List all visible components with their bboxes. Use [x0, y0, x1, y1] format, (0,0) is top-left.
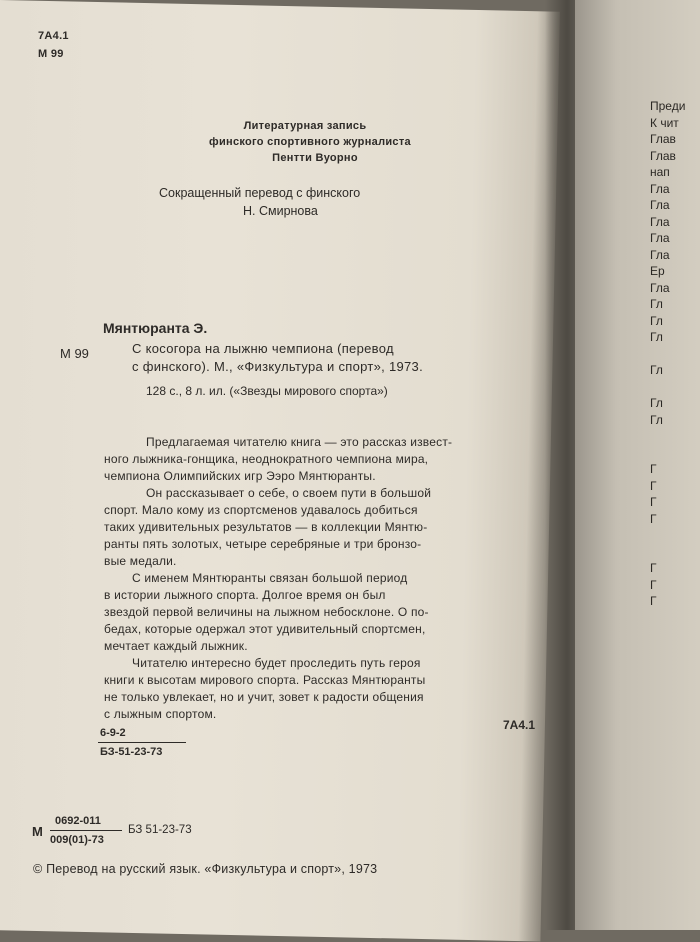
annotation-line: чемпиона Олимпийских игр Ээро Мянтюранты.	[104, 469, 376, 483]
book-pages: 128 с., 8 л. ил. («Звезды мирового спорта»)	[146, 384, 388, 398]
right-page-fragment: Г	[650, 511, 657, 526]
annotation-line: бедах, которые одержал этот удивительный спортсмен,	[104, 622, 426, 636]
right-page-fragment: Г	[650, 577, 657, 592]
catalog-code: М 99	[60, 346, 89, 361]
right-page-fragment: Г	[650, 495, 657, 509]
right-page-fragment: К чит	[650, 115, 679, 130]
right-page-fragment	[650, 527, 685, 544]
right-page-fragment: нап	[650, 165, 670, 179]
annotation-line: Предлагаемая читателю книга — это рассказ извест-	[146, 435, 453, 449]
order-code-rule	[98, 742, 186, 743]
right-page-fragment: Гл	[650, 313, 663, 328]
literary-note-line3: Пентти Вуорно	[272, 152, 358, 164]
right-page-fragment	[650, 346, 685, 363]
right-page-fragment: Гл	[650, 396, 663, 410]
right-page-fragment: Глав	[650, 148, 676, 163]
author-name: Мянтюранта Э.	[103, 320, 208, 336]
right-page-fragment: Ер	[650, 264, 665, 278]
right-page-fragment: Гла	[650, 214, 670, 229]
book-title-line2: с финского). М., «Физкультура и спорт», 1973.	[132, 359, 423, 374]
right-page-fragment: Гла	[650, 198, 670, 212]
fraction-suffix: БЗ 51-23-73	[128, 824, 192, 836]
literary-note-line2: финского спортивного журналиста	[209, 136, 411, 148]
annotation-line: таких удивительных результатов — в коллекции Мянтю-	[104, 520, 428, 534]
right-page-fragment: Гла	[650, 181, 670, 196]
right-page-contents	[650, 98, 685, 610]
fraction-rule	[50, 830, 122, 831]
index-code: 7А4.1	[503, 718, 536, 732]
right-page-fragment	[650, 428, 685, 445]
order-code-top: 6-9-2	[100, 727, 126, 739]
annotation-line: Читателю интересно будет проследить путь героя	[132, 656, 421, 670]
corner-code-2: М 99	[38, 48, 64, 60]
annotation-line: мечтает каждый лыжник.	[104, 639, 248, 653]
fraction-numerator: 0692-011	[55, 815, 101, 827]
right-page-fragment: Гл	[650, 330, 663, 344]
annotation-line: в истории лыжного спорта. Долгое время он был	[104, 588, 386, 602]
right-page-fragment: Гла	[650, 280, 670, 295]
right-page-fragment: Гл	[650, 363, 663, 377]
right-page-fragment: Г	[650, 561, 657, 575]
annotation-line: спорт. Мало кому из спортсменов удавалось добиться	[104, 503, 418, 517]
right-page-fragment: Гл	[650, 297, 663, 311]
copyright-line: © Перевод на русский язык. «Физкультура и спорт», 1973	[33, 862, 378, 876]
translation-note-line2: Н. Смирнова	[243, 204, 318, 218]
annotation-line: книги к высотам мирового спорта. Рассказ Мянтюранты	[104, 673, 426, 687]
right-page-fragment: Г	[650, 478, 657, 493]
order-code-bottom: БЗ-51-23-73	[100, 746, 163, 758]
book-title-line1: С косогора на лыжню чемпиона (перевод	[132, 341, 394, 356]
right-page-fragment: Гл	[650, 412, 663, 427]
right-page-fragment: Преди	[650, 99, 686, 113]
literary-note-line1: Литературная запись	[243, 120, 367, 132]
fraction-prefix: М	[32, 824, 43, 839]
right-page-fragment: Глав	[650, 132, 676, 146]
right-page-fragment: Гла	[650, 231, 670, 245]
annotation-line: ранты пять золотых, четыре серебряные и три бронзо-	[104, 537, 422, 551]
right-page-fragment	[650, 379, 685, 396]
annotation-line: Он рассказывает о себе, о своем пути в большой	[146, 486, 432, 500]
annotation-line: не только увлекает, но и учит, зовет к радости общения	[104, 690, 424, 704]
annotation-line: ного лыжника-гонщика, неоднократного чемпиона мира,	[104, 452, 429, 466]
right-page-fragment: Г	[650, 462, 657, 476]
right-page-fragment: Г	[650, 594, 657, 608]
right-page-fragment: Гла	[650, 247, 670, 262]
annotation-line: вые медали.	[104, 554, 177, 568]
fraction-denominator: 009(01)-73	[50, 834, 104, 846]
right-page-fragment	[650, 544, 685, 561]
right-page-fragment	[650, 445, 685, 462]
annotation-line: с лыжным спортом.	[104, 707, 217, 721]
corner-code-1: 7А4.1	[38, 30, 69, 42]
translation-note-line1: Сокращенный перевод с финского	[159, 186, 361, 200]
annotation-line: звездой первой величины на лыжном небосклоне. О по-	[104, 605, 429, 619]
annotation-line: С именем Мянтюранты связан большой период	[132, 571, 408, 585]
